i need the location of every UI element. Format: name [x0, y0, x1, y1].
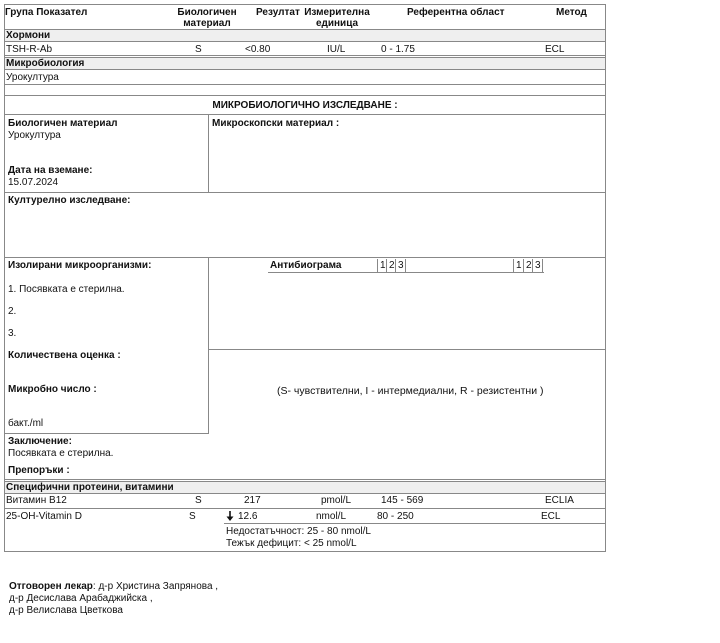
ab-col: 1 — [380, 260, 386, 271]
doctor-line-1 — [9, 581, 218, 592]
ab-col: 2 — [526, 260, 532, 271]
test-material: S — [189, 511, 196, 522]
test-unit: pmol/L — [321, 495, 352, 506]
section-hormones: Хормони — [6, 30, 51, 41]
count-unit: бакт./ml — [8, 418, 44, 429]
test-method: ECLIA — [545, 495, 574, 506]
test-result: 12.6 — [238, 511, 258, 522]
divider — [386, 259, 387, 272]
divider — [395, 259, 396, 272]
test-method: ECL — [545, 44, 565, 55]
date-value: 15.07.2024 — [8, 177, 59, 188]
divider — [532, 259, 533, 272]
test-name: 25-OH-Vitamin D — [6, 511, 82, 522]
divider — [542, 259, 543, 272]
section-band-hormones — [4, 29, 606, 42]
test-material: S — [195, 495, 202, 506]
col-unit-2: единица — [315, 18, 359, 29]
test-result: <0.80 — [245, 44, 271, 55]
test-ref: 0 - 1.75 — [381, 44, 415, 55]
divider — [4, 433, 209, 434]
note-deficiency: Тежък дефицит: < 25 nmol/L — [226, 538, 357, 549]
test-ref: 145 - 569 — [381, 495, 424, 506]
isolated-item: 2. — [8, 306, 17, 317]
col-material-2: материал — [183, 18, 231, 29]
microscopy-label: Микроскопски материал : — [212, 118, 340, 129]
section-band-micro — [4, 57, 606, 70]
antibiogram-legend: (S- чувствителни, I - интермедиални, R - резистентни ) — [277, 385, 544, 397]
col-result: Резултат — [256, 7, 300, 18]
test-name: Витамин B12 — [6, 495, 67, 506]
divider — [224, 523, 606, 524]
date-label: Дата на вземане: — [8, 165, 93, 176]
culture-label: Културелно изследване: — [8, 195, 131, 206]
count-label: Микробно число : — [8, 384, 97, 395]
divider — [513, 259, 514, 272]
divider — [405, 259, 406, 272]
section-microbiology: Микробиология — [6, 58, 85, 69]
bio-value: Урокултура — [8, 130, 61, 141]
isolated-label: Изолирани микроорганизми: — [8, 260, 152, 271]
test-result: 217 — [244, 495, 261, 506]
divider — [208, 257, 209, 433]
col-method: Метод — [556, 7, 587, 18]
table-top-border — [4, 4, 606, 5]
col-unit-1: Измерителна — [304, 7, 370, 18]
test-method: ECL — [541, 511, 561, 522]
divider — [4, 192, 606, 193]
isolated-item: 1. Посявката е стерилна. — [8, 284, 125, 295]
test-unit: IU/L — [327, 44, 346, 55]
divider — [4, 84, 606, 85]
col-ref: Референтна област — [407, 7, 505, 18]
section-proteins: Специфични протеини, витамини — [6, 482, 174, 493]
quant-label: Количествена оценка : — [8, 350, 121, 361]
col-material-1: Биологичен — [177, 7, 237, 18]
antibiogram-label: Антибиограма — [270, 260, 342, 271]
divider — [268, 272, 544, 273]
doctor-name: : д-р Христина Запрянова , — [92, 581, 219, 592]
divider — [4, 114, 606, 115]
doctor-name: д-р Велислава Цветкова — [9, 605, 123, 616]
isolated-item: 3. — [8, 328, 17, 339]
divider — [4, 508, 606, 509]
test-name: TSH-R-Ab — [6, 44, 53, 55]
test-material: S — [195, 44, 202, 55]
divider — [4, 257, 606, 258]
conclusion-value: Посявката е стерилна. — [8, 448, 114, 459]
micro-item: Урокултура — [6, 72, 59, 83]
micro-title: МИКРОБИОЛОГИЧНО ИЗСЛЕДВАНЕ : — [212, 100, 398, 111]
arrow-down-icon — [225, 510, 235, 522]
recommend-label: Препоръки : — [8, 465, 70, 476]
bio-label: Биологичен материал — [8, 118, 118, 129]
doctor-name: д-р Десислава Арабаджийска , — [9, 593, 153, 604]
test-unit: nmol/L — [316, 511, 347, 522]
ab-col: 1 — [516, 260, 522, 271]
ab-col: 3 — [535, 260, 541, 271]
ab-col: 2 — [389, 260, 395, 271]
test-ref: 80 - 250 — [377, 511, 414, 522]
table-bottom-border — [4, 551, 606, 552]
divider — [208, 114, 209, 192]
divider — [208, 349, 606, 350]
divider — [523, 259, 524, 272]
ab-col: 3 — [398, 260, 404, 271]
col-group: Група Показател — [5, 7, 88, 18]
divider — [4, 55, 606, 56]
doctor-label: Отговорен лекар — [9, 581, 93, 592]
note-insufficiency: Недостатъчност: 25 - 80 nmol/L — [226, 526, 371, 537]
conclusion-label: Заключение: — [8, 436, 72, 447]
divider — [377, 259, 378, 272]
